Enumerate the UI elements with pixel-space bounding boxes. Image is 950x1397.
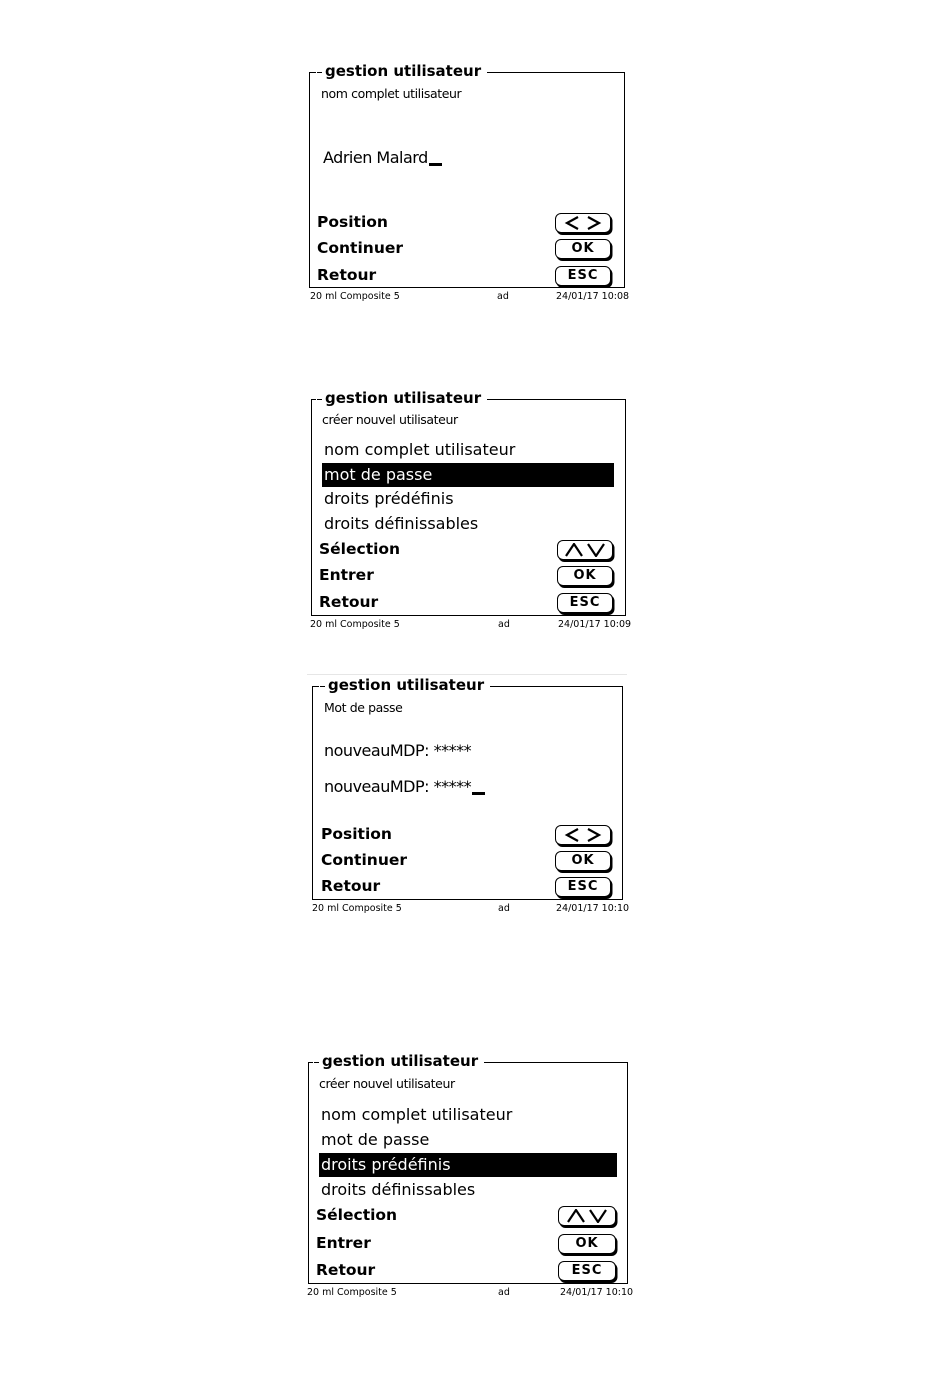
menu-item-custom-rights[interactable]: droits définissables <box>324 514 479 533</box>
menu-item-fullname[interactable]: nom complet utilisateur <box>321 1105 513 1124</box>
status-user: ad <box>497 291 509 302</box>
ok-key[interactable]: OK <box>557 566 613 586</box>
status-datetime: 24/01/17 10:09 <box>558 619 632 630</box>
continue-label: Continuer <box>317 239 404 257</box>
new-password-field-2[interactable] <box>324 777 485 797</box>
screen-title: gestion utilisateur <box>325 677 490 694</box>
screen-frame <box>311 389 626 616</box>
status-device: 20 ml Composite 5 <box>310 291 400 302</box>
enter-label: Entrer <box>316 1234 371 1252</box>
left-right-arrows-icon <box>564 828 602 842</box>
screen-subtitle: créer nouvel utilisateur <box>322 412 458 427</box>
screen-frame <box>312 676 623 900</box>
screen-create-user-menu <box>310 389 632 633</box>
back-label: Retour <box>317 266 377 284</box>
select-key[interactable] <box>557 540 613 560</box>
status-user: ad <box>498 1287 510 1298</box>
select-label: Sélection <box>316 1206 398 1224</box>
esc-key[interactable]: ESC <box>557 593 613 613</box>
status-device: 20 ml Composite 5 <box>307 1287 397 1298</box>
screen-create-user-menu <box>307 1052 634 1302</box>
status-user: ad <box>498 619 510 630</box>
new-password-value-1: nouveauMDP: ***** <box>324 741 472 760</box>
status-device: 20 ml Composite 5 <box>312 903 402 914</box>
menu-item-predefined-rights[interactable]: droits prédéfinis <box>324 489 454 508</box>
screen-frame <box>308 1052 628 1284</box>
divider <box>307 674 627 675</box>
ok-key[interactable]: OK <box>555 239 611 259</box>
select-label: Sélection <box>319 540 401 558</box>
text-cursor <box>429 163 442 166</box>
screen-subtitle: nom complet utilisateur <box>321 86 462 101</box>
status-user: ad <box>498 903 510 914</box>
screen-subtitle: Mot de passe <box>324 700 403 715</box>
esc-key[interactable]: ESC <box>555 266 611 286</box>
screen-title: gestion utilisateur <box>322 390 487 407</box>
ok-key[interactable]: OK <box>555 851 611 871</box>
menu-item-password[interactable]: mot de passe <box>322 463 614 487</box>
left-right-arrows-icon <box>564 216 602 230</box>
back-label: Retour <box>319 593 379 611</box>
fullname-value: Adrien Malard <box>323 148 428 167</box>
menu-item-predefined-rights[interactable]: droits prédéfinis <box>319 1153 617 1177</box>
status-datetime: 24/01/17 10:10 <box>556 903 630 914</box>
up-down-arrows-icon <box>566 1209 608 1223</box>
position-label: Position <box>317 213 388 231</box>
screen-title: gestion utilisateur <box>322 63 487 80</box>
new-password-value-2: nouveauMDP: ***** <box>324 777 472 796</box>
screen-frame <box>309 62 625 288</box>
menu-item-fullname[interactable]: nom complet utilisateur <box>324 440 516 459</box>
up-down-arrows-icon <box>564 543 606 557</box>
menu-item-custom-rights[interactable]: droits définissables <box>321 1180 476 1199</box>
position-label: Position <box>321 825 392 843</box>
position-key[interactable] <box>555 213 611 233</box>
new-password-field-1[interactable] <box>324 741 471 761</box>
screen-password <box>312 676 630 916</box>
esc-key[interactable]: ESC <box>558 1261 616 1281</box>
select-key[interactable] <box>558 1206 616 1226</box>
text-cursor <box>472 792 485 795</box>
status-datetime: 24/01/17 10:10 <box>560 1287 634 1298</box>
screen-user-fullname <box>309 62 630 304</box>
menu-item-password[interactable]: mot de passe <box>321 1130 430 1149</box>
status-device: 20 ml Composite 5 <box>310 619 400 630</box>
fullname-input[interactable] <box>323 148 442 168</box>
continue-label: Continuer <box>321 851 408 869</box>
status-datetime: 24/01/17 10:08 <box>556 291 630 302</box>
enter-label: Entrer <box>319 566 374 584</box>
esc-key[interactable]: ESC <box>555 877 611 897</box>
screen-subtitle: créer nouvel utilisateur <box>319 1076 455 1091</box>
back-label: Retour <box>316 1261 376 1279</box>
back-label: Retour <box>321 877 381 895</box>
position-key[interactable] <box>555 825 611 845</box>
screen-title: gestion utilisateur <box>319 1053 484 1070</box>
ok-key[interactable]: OK <box>558 1234 616 1254</box>
